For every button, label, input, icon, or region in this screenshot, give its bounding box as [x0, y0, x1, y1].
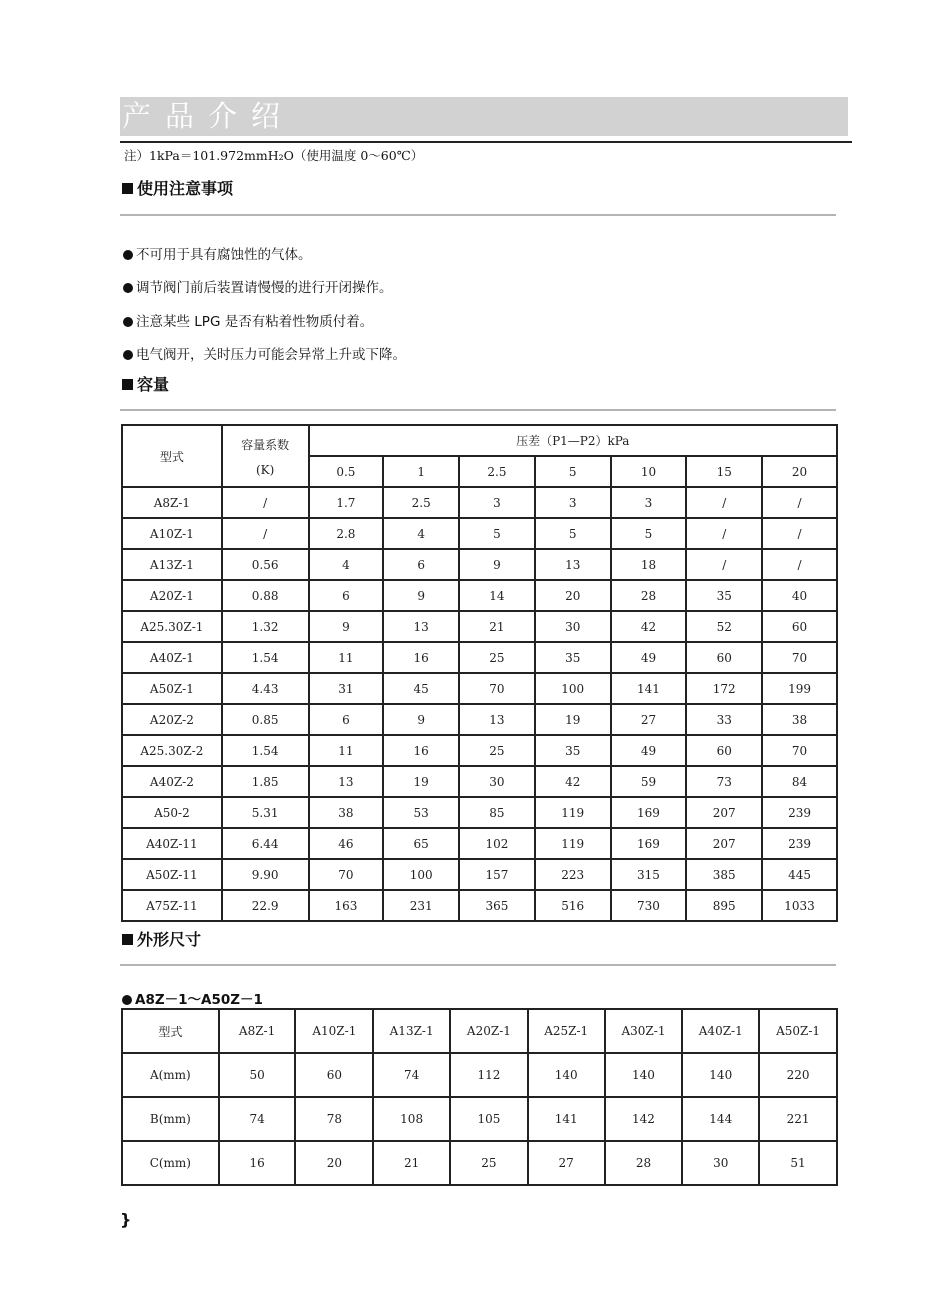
capacity-cell: 6 — [383, 549, 459, 580]
section-heading-dims: 外形尺寸 — [122, 927, 201, 950]
capacity-cell: 895 — [686, 890, 762, 921]
table-row — [122, 549, 837, 580]
capacity-cell: 14 — [459, 580, 535, 611]
capacity-cell: 730 — [611, 890, 687, 921]
dims-subtitle: A8Z－1～A50Z－1 — [122, 988, 263, 1008]
capacity-cell: 100 — [535, 673, 611, 704]
capacity-cell: 31 — [309, 673, 384, 704]
capacity-cell: 65 — [383, 828, 459, 859]
capacity-cell: 3 — [459, 487, 535, 518]
capacity-cell: 163 — [309, 890, 384, 921]
coef-cell: 0.85 — [222, 704, 309, 735]
capacity-cell: 207 — [686, 828, 762, 859]
coef-cell: 5.31 — [222, 797, 309, 828]
capacity-cell: 516 — [535, 890, 611, 921]
pressure-cell: 0.5 — [309, 456, 384, 487]
header-cell: A40Z-1 — [682, 1009, 759, 1053]
capacity-cell: 45 — [383, 673, 459, 704]
capacity-cell: 3 — [535, 487, 611, 518]
capacity-cell: 35 — [686, 580, 762, 611]
dimension-cell: 220 — [759, 1053, 837, 1097]
capacity-cell: 19 — [383, 766, 459, 797]
coef-cell: 1.54 — [222, 642, 309, 673]
capacity-cell: 207 — [686, 797, 762, 828]
coef-cell: 9.90 — [222, 859, 309, 890]
capacity-cell: 20 — [535, 580, 611, 611]
capacity-cell: 385 — [686, 859, 762, 890]
table-row — [122, 890, 837, 921]
capacity-cell: 100 — [383, 859, 459, 890]
dimension-cell: 142 — [605, 1097, 683, 1141]
table-row — [122, 766, 837, 797]
capacity-cell: 5 — [459, 518, 535, 549]
dimensions-table — [121, 1008, 838, 1186]
dimension-label-cell: C(mm) — [122, 1141, 219, 1185]
dimension-cell: 60 — [295, 1053, 373, 1097]
capacity-cell: 42 — [611, 611, 687, 642]
capacity-cell: 38 — [309, 797, 384, 828]
table-row — [122, 487, 837, 518]
capacity-cell: 25 — [459, 735, 535, 766]
pressure-header: 压差（P1—P2）kPa — [309, 425, 837, 456]
dimension-cell: 140 — [682, 1053, 759, 1097]
table-row — [122, 580, 837, 611]
capacity-cell: 85 — [459, 797, 535, 828]
dimension-cell: 140 — [605, 1053, 683, 1097]
table-row — [122, 797, 837, 828]
model-cell: A75Z-11 — [122, 890, 222, 921]
capacity-cell: / — [762, 549, 837, 580]
model-cell: A13Z-1 — [122, 549, 222, 580]
capacity-cell: / — [686, 549, 762, 580]
section-heading-capacity: 容量 — [122, 372, 169, 395]
unit-note: 注）1kPa＝101.972mmH₂O（使用温度 0～60℃） — [124, 148, 424, 163]
table-row — [122, 518, 837, 549]
coef-cell: 6.44 — [222, 828, 309, 859]
model-cell: A50-2 — [122, 797, 222, 828]
capacity-cell: 70 — [762, 642, 837, 673]
coef-cell: / — [222, 518, 309, 549]
capacity-cell: 33 — [686, 704, 762, 735]
coef-cell: / — [222, 487, 309, 518]
capacity-cell: / — [762, 518, 837, 549]
model-cell: A25.30Z-1 — [122, 611, 222, 642]
capacity-cell: 3 — [611, 487, 687, 518]
dimension-cell: 51 — [759, 1141, 837, 1185]
dimension-cell: 112 — [450, 1053, 528, 1097]
dimension-cell: 21 — [373, 1141, 450, 1185]
model-cell: A20Z-1 — [122, 580, 222, 611]
table-row — [122, 611, 837, 642]
divider — [120, 214, 836, 216]
capacity-cell: 49 — [611, 642, 687, 673]
table-row — [122, 828, 837, 859]
header-cell: A20Z-1 — [450, 1009, 528, 1053]
capacity-cell: 5 — [535, 518, 611, 549]
section-heading-notes: 使用注意事项 — [122, 176, 233, 199]
capacity-cell: 27 — [611, 704, 687, 735]
model-cell: A40Z-2 — [122, 766, 222, 797]
table-row — [122, 1141, 837, 1185]
capacity-cell: 157 — [459, 859, 535, 890]
capacity-cell: 4 — [383, 518, 459, 549]
coef-cell: 0.56 — [222, 549, 309, 580]
dimension-cell: 141 — [528, 1097, 605, 1141]
capacity-cell: 13 — [383, 611, 459, 642]
capacity-cell: 30 — [459, 766, 535, 797]
capacity-cell: 73 — [686, 766, 762, 797]
dimension-cell: 140 — [528, 1053, 605, 1097]
capacity-cell: 30 — [535, 611, 611, 642]
bullet-item: 不可用于具有腐蚀性的气体。 — [123, 243, 312, 263]
pressure-cell: 1 — [383, 456, 459, 487]
capacity-cell: 9 — [383, 580, 459, 611]
capacity-table — [121, 424, 838, 922]
dimension-cell: 144 — [682, 1097, 759, 1141]
capacity-cell: 60 — [686, 735, 762, 766]
model-cell: A8Z-1 — [122, 487, 222, 518]
capacity-cell: / — [686, 518, 762, 549]
capacity-cell: 70 — [309, 859, 384, 890]
table-header-row — [122, 1009, 837, 1053]
capacity-cell: 53 — [383, 797, 459, 828]
capacity-cell: 49 — [611, 735, 687, 766]
coef-cell: 1.54 — [222, 735, 309, 766]
table-row — [122, 1097, 837, 1141]
model-cell: A40Z-11 — [122, 828, 222, 859]
header-cell: A13Z-1 — [373, 1009, 450, 1053]
dimension-cell: 74 — [373, 1053, 450, 1097]
dimension-label-cell: A(mm) — [122, 1053, 219, 1097]
capacity-cell: / — [762, 487, 837, 518]
capacity-cell: 172 — [686, 673, 762, 704]
divider — [120, 964, 836, 966]
header-cell: A25Z-1 — [528, 1009, 605, 1053]
capacity-cell: 9 — [309, 611, 384, 642]
bullet-dot-icon — [123, 317, 133, 327]
header-cell: A10Z-1 — [295, 1009, 373, 1053]
capacity-cell: 13 — [459, 704, 535, 735]
capacity-cell: 102 — [459, 828, 535, 859]
coef-cell: 1.32 — [222, 611, 309, 642]
model-cell: A10Z-1 — [122, 518, 222, 549]
capacity-cell: 445 — [762, 859, 837, 890]
header-cell: A8Z-1 — [219, 1009, 296, 1053]
bullet-item: 注意某些 LPG 是否有粘着性物质付着。 — [123, 310, 373, 330]
square-bullet-icon — [122, 934, 133, 945]
coef-header — [222, 425, 309, 487]
capacity-cell: 2.5 — [383, 487, 459, 518]
capacity-cell: 11 — [309, 642, 384, 673]
coef-cell: 1.85 — [222, 766, 309, 797]
header-cell: 型式 — [122, 1009, 219, 1053]
page-title: 产品介绍 — [122, 99, 295, 133]
capacity-cell: 52 — [686, 611, 762, 642]
table-row — [122, 704, 837, 735]
capacity-cell: 16 — [383, 735, 459, 766]
dimension-cell: 78 — [295, 1097, 373, 1141]
capacity-cell: / — [686, 487, 762, 518]
capacity-cell: 9 — [383, 704, 459, 735]
capacity-cell: 11 — [309, 735, 384, 766]
table-row — [122, 735, 837, 766]
capacity-cell: 59 — [611, 766, 687, 797]
capacity-cell: 6 — [309, 580, 384, 611]
model-cell: A40Z-1 — [122, 642, 222, 673]
capacity-cell: 9 — [459, 549, 535, 580]
capacity-cell: 4 — [309, 549, 384, 580]
pressure-cell: 5 — [535, 456, 611, 487]
table-row — [122, 642, 837, 673]
dimension-cell: 50 — [219, 1053, 296, 1097]
capacity-cell: 5 — [611, 518, 687, 549]
capacity-cell: 40 — [762, 580, 837, 611]
pressure-cell: 20 — [762, 456, 837, 487]
capacity-cell: 70 — [459, 673, 535, 704]
pressure-cell: 15 — [686, 456, 762, 487]
table-row — [122, 1053, 837, 1097]
capacity-cell: 1033 — [762, 890, 837, 921]
capacity-cell: 169 — [611, 828, 687, 859]
capacity-cell: 35 — [535, 642, 611, 673]
capacity-cell: 141 — [611, 673, 687, 704]
coef-cell: 22.9 — [222, 890, 309, 921]
model-cell: A50Z-1 — [122, 673, 222, 704]
model-cell: A50Z-11 — [122, 859, 222, 890]
capacity-cell: 223 — [535, 859, 611, 890]
capacity-cell: 60 — [686, 642, 762, 673]
capacity-cell: 1.7 — [309, 487, 384, 518]
capacity-cell: 19 — [535, 704, 611, 735]
dimension-cell: 108 — [373, 1097, 450, 1141]
square-bullet-icon — [122, 183, 133, 194]
capacity-cell: 239 — [762, 797, 837, 828]
dimension-cell: 221 — [759, 1097, 837, 1141]
bullet-dot-icon — [122, 995, 132, 1005]
dimension-cell: 30 — [682, 1141, 759, 1185]
capacity-cell: 35 — [535, 735, 611, 766]
capacity-cell: 21 — [459, 611, 535, 642]
capacity-cell: 13 — [535, 549, 611, 580]
capacity-cell: 60 — [762, 611, 837, 642]
capacity-cell: 84 — [762, 766, 837, 797]
capacity-cell: 231 — [383, 890, 459, 921]
capacity-cell: 25 — [459, 642, 535, 673]
capacity-cell: 239 — [762, 828, 837, 859]
dimension-cell: 16 — [219, 1141, 296, 1185]
capacity-cell: 46 — [309, 828, 384, 859]
capacity-cell: 2.8 — [309, 518, 384, 549]
capacity-cell: 42 — [535, 766, 611, 797]
capacity-cell: 315 — [611, 859, 687, 890]
dimension-cell: 28 — [605, 1141, 683, 1185]
coef-cell: 0.88 — [222, 580, 309, 611]
capacity-cell: 169 — [611, 797, 687, 828]
capacity-cell: 13 — [309, 766, 384, 797]
model-cell: A25.30Z-2 — [122, 735, 222, 766]
table-row — [122, 673, 837, 704]
pressure-cell: 2.5 — [459, 456, 535, 487]
bullet-dot-icon — [123, 250, 133, 260]
square-bullet-icon — [122, 379, 133, 390]
model-cell: A20Z-2 — [122, 704, 222, 735]
capacity-cell: 365 — [459, 890, 535, 921]
bullet-dot-icon — [123, 350, 133, 360]
capacity-cell: 119 — [535, 828, 611, 859]
title-rule — [120, 141, 852, 143]
dimension-label-cell: B(mm) — [122, 1097, 219, 1141]
bullet-dot-icon — [123, 283, 133, 293]
pressure-cell: 10 — [611, 456, 687, 487]
dimension-cell: 74 — [219, 1097, 296, 1141]
header-cell: A50Z-1 — [759, 1009, 837, 1053]
capacity-cell: 28 — [611, 580, 687, 611]
coef-header-line: 容量系数 — [241, 437, 290, 452]
capacity-cell: 38 — [762, 704, 837, 735]
capacity-cell: 119 — [535, 797, 611, 828]
dimension-cell: 105 — [450, 1097, 528, 1141]
table-row — [122, 859, 837, 890]
coef-header-line: (K) — [256, 462, 275, 477]
header-cell: A30Z-1 — [605, 1009, 683, 1053]
footer-mark: } — [120, 1210, 132, 1229]
bullet-item: 电气阀开，关时压力可能会异常上升或下降。 — [123, 343, 406, 363]
bullet-item: 调节阀门前后装置请慢慢的进行开闭操作。 — [123, 276, 393, 296]
dimension-cell: 20 — [295, 1141, 373, 1185]
capacity-cell: 6 — [309, 704, 384, 735]
dimension-cell: 25 — [450, 1141, 528, 1185]
capacity-cell: 18 — [611, 549, 687, 580]
capacity-cell: 70 — [762, 735, 837, 766]
capacity-cell: 199 — [762, 673, 837, 704]
divider — [120, 409, 836, 411]
dimension-cell: 27 — [528, 1141, 605, 1185]
model-header: 型式 — [122, 425, 222, 487]
coef-cell: 4.43 — [222, 673, 309, 704]
capacity-cell: 16 — [383, 642, 459, 673]
